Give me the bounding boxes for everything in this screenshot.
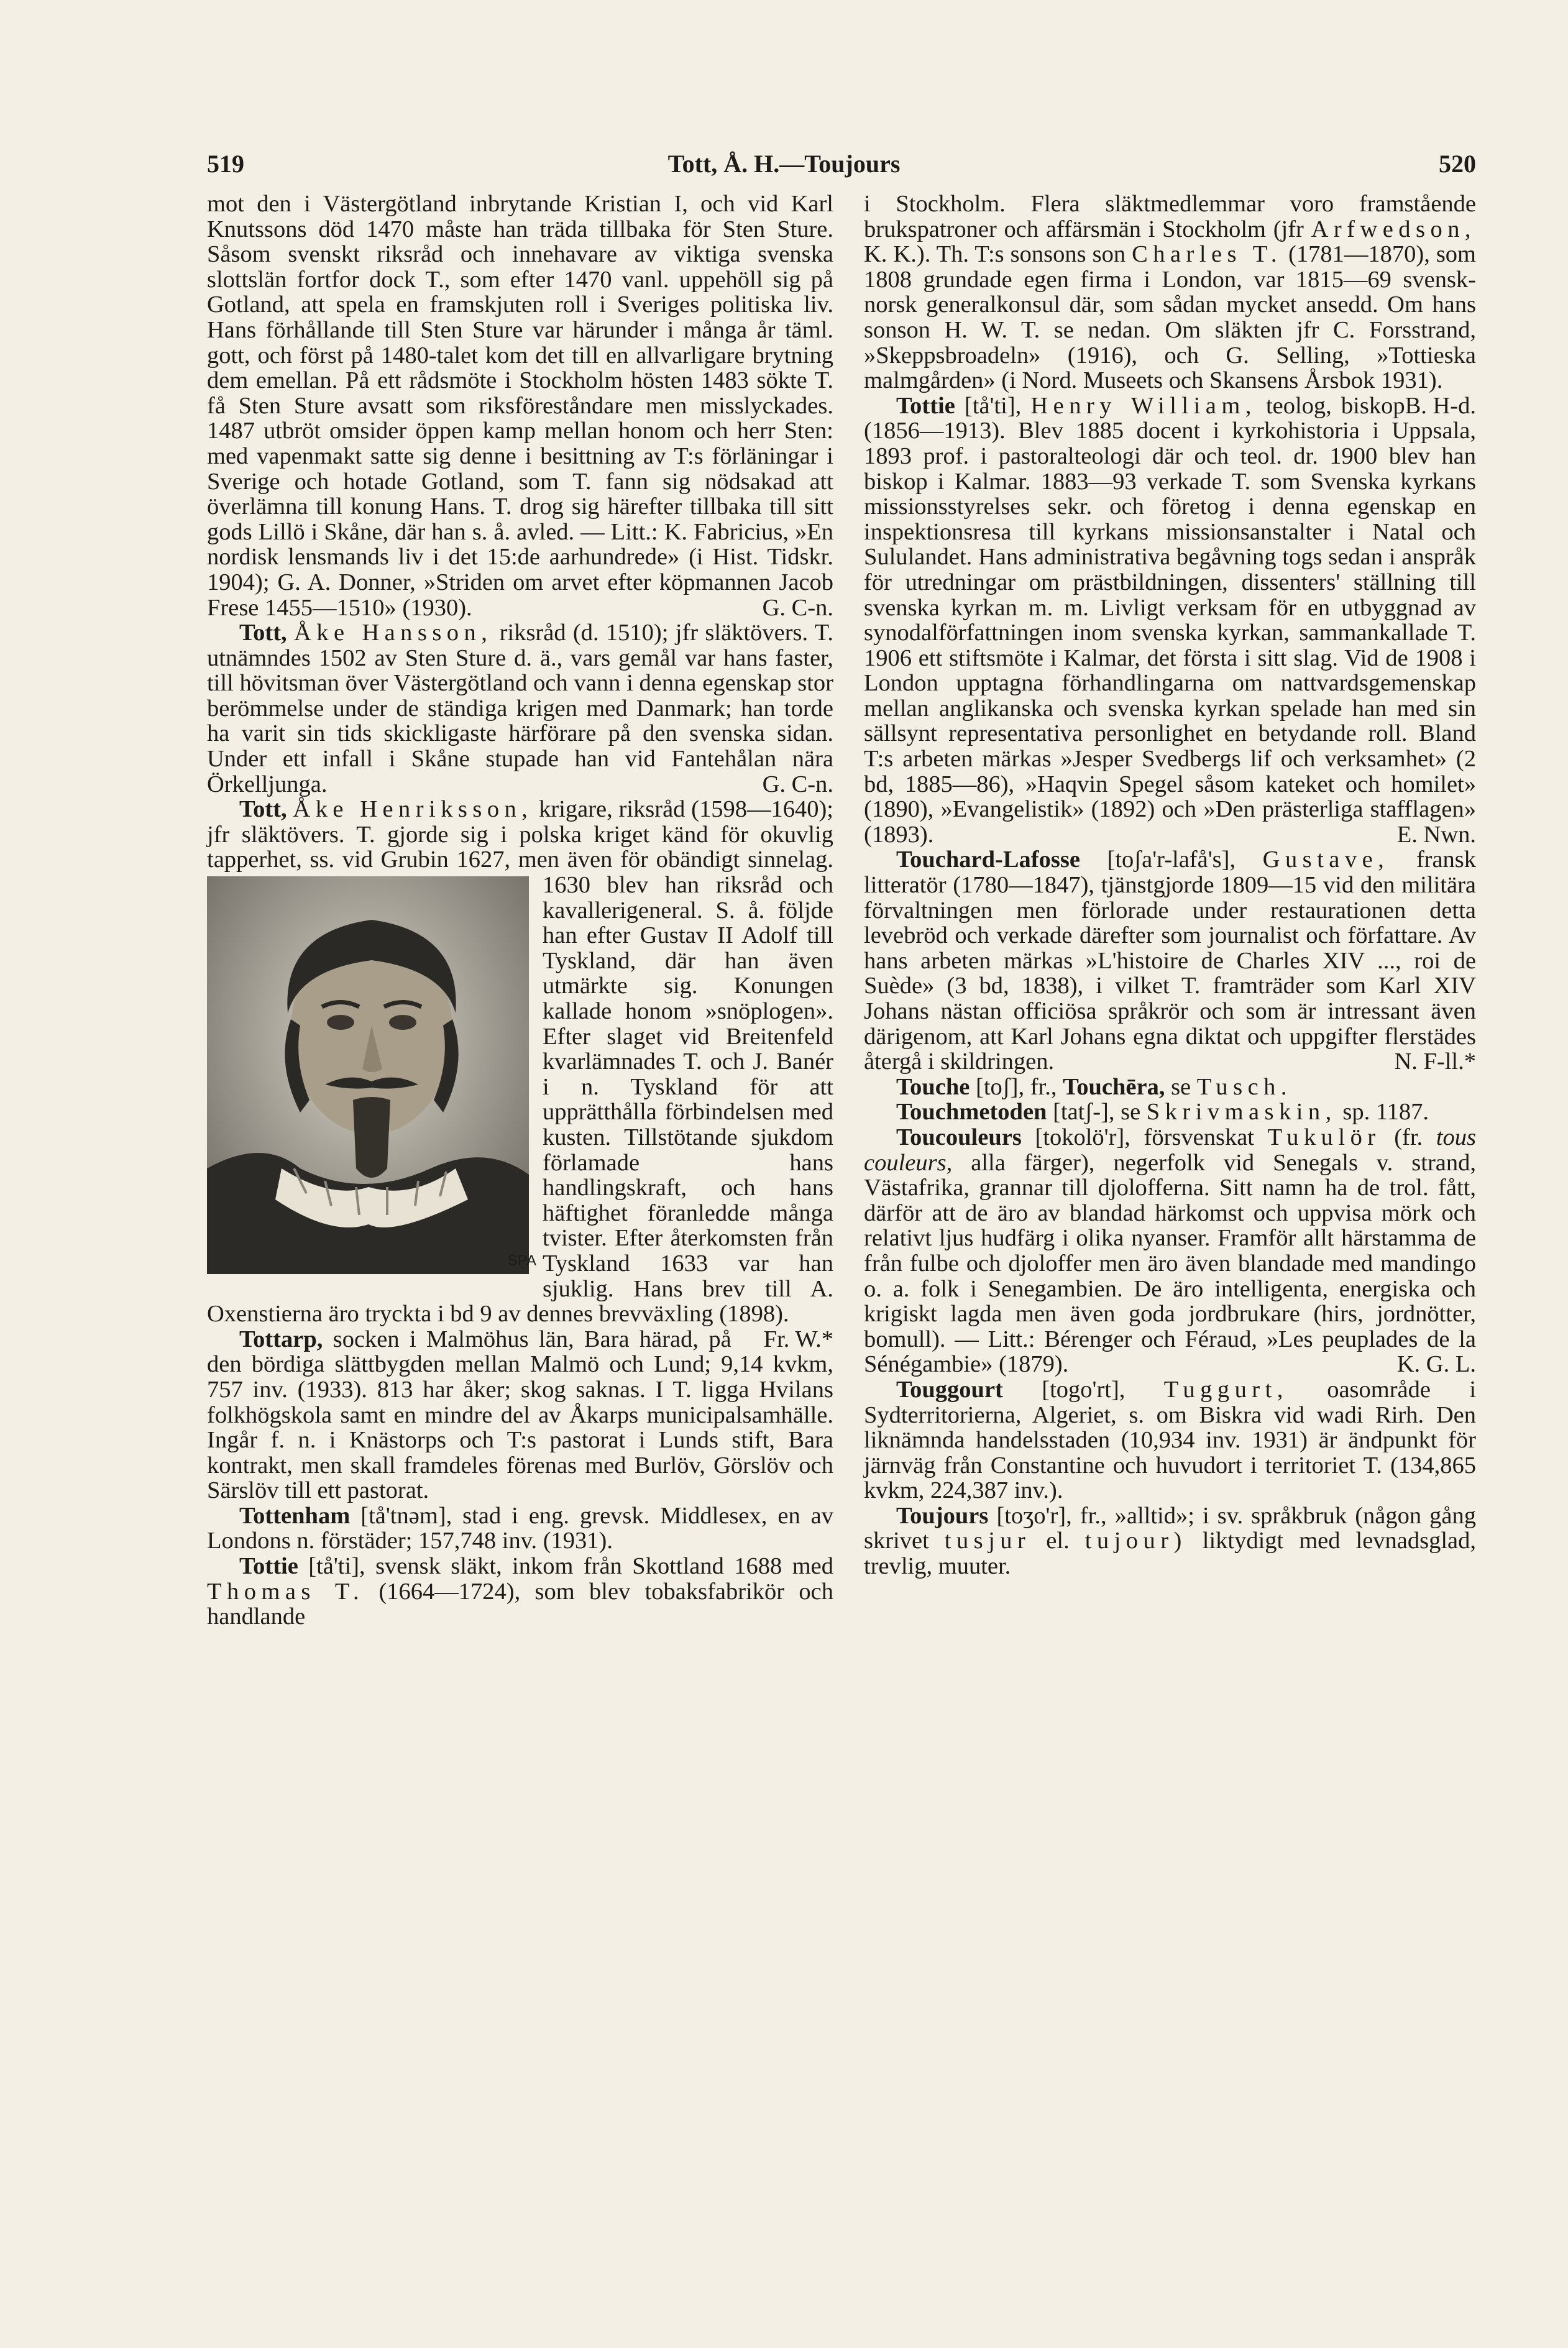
italic-gloss: tous couleurs,: [864, 1124, 1476, 1176]
cross-reference: Arfwedson,: [1311, 216, 1477, 242]
person-name: Åke Henriksson,: [293, 796, 533, 823]
entry-tott-ake-hansson: Tott, Åke Hansson, riksråd (d. 1510); jfr släktövers. T. utnämndes 1502 av Sten Sture d. ä., vars gemål var hans faster, till hövitsman över Västergötland och vann i denna egenskap stor berömmelse under de ständiga krigen med Danmark; han torde ha varit sin tids skickligaste härförare på den svenska sidan. Under ett infall i Skåne stupade han vid Fantehålan nära Örkelljunga. G. C-n.: [207, 620, 834, 797]
signature: B. H-d.: [1405, 392, 1476, 419]
entry-touche: Touche [toʃ], fr., Touchēra, se Tusch.: [896, 1073, 1292, 1100]
entry-touchard-lafosse: Touchard-Lafosse [toʃa'r-lafå's], Gustave, fransk litteratör (1780—1847), tjänstgjorde 1809—15 vid den militära förvaltningen men förlorade under restaurationen detta levebröd och verkade därefter som journalist och författare. Av hans arbeten märkas »L'histoire de Charles XIV ..., roi de Suède» (3 bd, 1838), i vilket T. framträder som Karl XIV Johans nästan officiösa språkrör och som är intressant även därigenom, att Karl Johans egna diktat och uppgifter flerstädes återgå i skildringen. N. F-ll.*: [864, 846, 1477, 1075]
person-name: Gustave,: [1262, 846, 1390, 873]
headword: Tottie: [896, 392, 955, 419]
entry-text-after-portrait: sinnelag. 1630 blev han riksråd och kavallerigeneral. S. å. följde han efter Gustav II Adolf till Tyskland, där han även utmärkte sig. Konungen kallade honom »snöplogen». Efter slaget vid Breitenfeld kvarlämnades T. och J. Banér i n. Tyskland för att upprätthålla förbindelsen med kusten. Tillstötande sjukdom förlamade hans handlingskraft, och hans häftighet föranledde många tvister. Efter återkomsten från Tyskland 1633 var han sjuklig. Hans brev till A. Oxenstierna äro tryckta i bd 9 av dennes brevväxling (1898).: [207, 846, 834, 1328]
left-column: [207, 191, 833, 1630]
signature: G. C-n.: [762, 594, 833, 621]
page-number-left: 519: [207, 150, 244, 178]
headword: Tott,: [239, 796, 287, 823]
headword: Tottie: [239, 1553, 298, 1580]
signature: G. C-n.: [762, 771, 833, 797]
entry-tottie-family: Tottie [tå'ti], svensk släkt, inkom från Skottland 1688 med Thomas T. (1664—1724), som blev tobaksfabrikör och handlande: [207, 1553, 834, 1630]
signature: K. G. L.: [1396, 1351, 1476, 1378]
headword: Touche: [896, 1073, 970, 1100]
headword: Toujours: [896, 1502, 989, 1529]
headword: Tott,: [239, 620, 287, 646]
right-column: [864, 191, 1476, 1579]
entry-toucouleurs: Toucouleurs [tokolö'r], försvenskat Tukulör (fr. tous couleurs, alla färger), negerfolk vid Senegals v. strand, Västafrika, grannar till djolofferna. Sitt namn ha de trol. fått, därför att de äro av blandad härkomst och uppvisa mörk och relativt ljus hudfärg i olika nyanser. Framför allt härstamma de från fulbe och djoloffer men äro även blandade med mandingo o. a. folk i Senegambien. De äro intelligenta, energiska och krigiskt lagda men även goda jordbrukare (hirs, jordnötter, bomull). — Litt.: Bérenger och Féraud, »Les peuplades de la Sénégambie» (1879). K. G. L.: [864, 1124, 1477, 1378]
spelling-variant: tusjur: [944, 1528, 1031, 1554]
headword: Tottenham: [239, 1502, 351, 1529]
headword: Touchmetoden: [896, 1099, 1047, 1126]
page-header: [0, 149, 1568, 186]
entry-tottenham: Tottenham [tå'tnəm], stad i eng. grevsk. Middlesex, en av Londons n. förstäder; 157,748 inv. (1931).: [207, 1502, 834, 1554]
person-name: Åke Hansson,: [294, 620, 493, 646]
signature: E. Nwn.: [1396, 821, 1476, 848]
entry-continuation-tottie-family: i Stockholm. Flera släktmedlemmar voro framstående brukspatroner och affärsmän i Stockholm (jfr Arfwedson, K. K.). Th. T:s sonsons son Charles T. (1781—1870), som 1808 grundade egen firma i London, var 1815—69 svensk-norsk generalkonsul där, som sådan mycket ansedd. Om hans sonson H. W. T. se nedan. Om släkten jfr C. Forsstrand, »Skeppsbroadeln» (1916), och G. Selling, »Tottieska malmgården» (i Nord. Museets och Skansens Årsbok 1931). B. H-d.: [864, 191, 1477, 419]
entry-tottie-henry-william: Tottie [tå'ti], Henry William, teolog, biskop (1856—1913). Blev 1885 docent i kyrkohistoria i Uppsala, 1893 prof. i pastoralteologi där och teol. dr. 1900 blev han biskop i Kalmar. 1883—93 verkade T. som Svenska kyrkans missionsstyrelses sekr. och företog i denna egenskap en inspektionsresa till kyrkans missionsanstalter i Natal och Sululandet. Hans administrativa begåvning togs sedan i anspråk för utredningar om prästbildningen, dissenters' ställning till svenska kyrkan m. m. Livligt verksam för en utbyggnad av synodalförfattningen inom svenska kyrkan, sammankallade T. 1906 ett stiftsmöte i Kalmar, det första i sitt slag. Vid de 1908 i London upptagna förhandlingarna om nattvardsgemenskap mellan anglikanska och svenska kyrkan spelade han med sin sällsynt representativa personlighet en betydande roll. Bland T:s arbeten märkas »Jesper Svedbergs lif och verksamhet» (2 bd, 1885—86), »Haqvin Spegel såsom kateket och homilet» (1890), »Evangelistik» (1892) och »Den prästerliga stafflagen» (1893). E. Nwn.: [864, 392, 1476, 848]
portrait-caption: SPA: [507, 1252, 536, 1270]
headword-variant: Touchēra,: [1063, 1073, 1165, 1100]
headword: Toucouleurs: [896, 1124, 1022, 1150]
entry-touchmetoden: Touchmetoden [tatʃ-], se Skrivmaskin, sp. 1187.: [896, 1099, 1429, 1126]
headword: Tottarp,: [239, 1326, 323, 1352]
person-name: Charles T.: [1132, 241, 1283, 268]
entry-toujours: Toujours [toʒo'r], fr., »alltid»; i sv. språkbruk (någon gång skrivet tusjur el. tujour) liktydigt med levnadsglad, trevlig, muuter.: [864, 1502, 1477, 1580]
place-name: Tuggurt,: [1163, 1376, 1288, 1403]
spelling-variant: tujour): [1084, 1528, 1187, 1554]
headword: Touchard-Lafosse: [896, 846, 1080, 873]
entry-tottarp: Tottarp, socken i Malmöhus län, Bara härad, på den bördiga slättbygden mellan Malmö och Lund; 9,14 kvkm, 757 inv. (1933). 813 har åker; skog saknas. I T. ligga Hvilans folkhögskola samt en mindre del av Åkarps municipalsamhälle. Ingår f. n. i Knästorps och T:s pastorat i Lunds stift, Bara kontrakt, men skall framdeles förenas med Burlöv, Görslöv och Särslöv till ett pastorat.: [207, 1326, 833, 1504]
headword: Touggourt: [896, 1376, 1003, 1403]
signature: Fr. W.*: [763, 1326, 833, 1352]
entry-touggourt: Touggourt [togo'rt], Tuggurt, oasområde i Sydterritorierna, Algeriet, s. om Biskra vid wadi Rirh. Den liknämnda handelsstaden (10,934 inv. 1931) är ändpunkt för järnväg från Constantine och huvudort i territoriet T. (134,865 kvkm, 224,387 inv.).: [864, 1376, 1477, 1504]
person-name: Henry William,: [1030, 392, 1257, 419]
entry-text-before-portrait: krigare, riksråd (1598—1640); jfr släktövers. T. gjorde sig i polska kriget känd för okuvlig tapperhet, ss. vid Grubin 1627, men även för obändigt: [207, 796, 834, 873]
page-number-right: 520: [1439, 150, 1476, 178]
portrait-figure: [207, 876, 536, 1274]
entry-continuation-tott-ake-h: mot den i Västergötland inbrytande Kristian I, och vid Karl Knutssons död 1470 måste han träda tillbaka för Sten Sture. Såsom svenskt riksråd och innehavare av viktiga svenska slottslän fortfor dock T., som efter 1470 vanl. uppehöll sig på Gotland, att spela en framskjuten roll i Sveriges politiska liv. Hans förhållande till Sten Sture var härunder i många år täml. gott, och först på 1480-talet kom det till en allvarligare brytning dem emellan. På ett rådsmöte i Stockholm hösten 1483 sökte T. få Sten Sture avsatt som riksföreståndare men misslyckades. 1487 utbröt omsider öppen kamp mellan honom och herr Sten: med vapenmakt satte sig denne i besittning av T:s förläningar i Sverige och hotade Gotland, som T. fann sig nödsakad att överlämna till konung Hans. T. drog sig härefter tillbaka till sitt gods Lillö i Skåne, där han s. å. avled. — Litt.: K. Fabricius, »En nordisk lensmands liv i det 15:de aarhundrede» (i Hist. Tidskr. 1904); G. A. Donner, »Striden om arvet efter köpmannen Jacob Frese 1455—1510» (1930). G. C-n.: [207, 191, 833, 621]
cross-reference: Skrivmaskin,: [1146, 1099, 1337, 1126]
person-name: Tukulör: [1267, 1124, 1381, 1150]
running-title: Tott, Å. H.—Toujours: [667, 150, 901, 178]
cross-reference: Tusch.: [1196, 1073, 1292, 1100]
signature: N. F-ll.*: [1394, 1048, 1476, 1075]
person-name: Thomas T.: [207, 1578, 365, 1605]
portrait-image: [207, 876, 529, 1274]
